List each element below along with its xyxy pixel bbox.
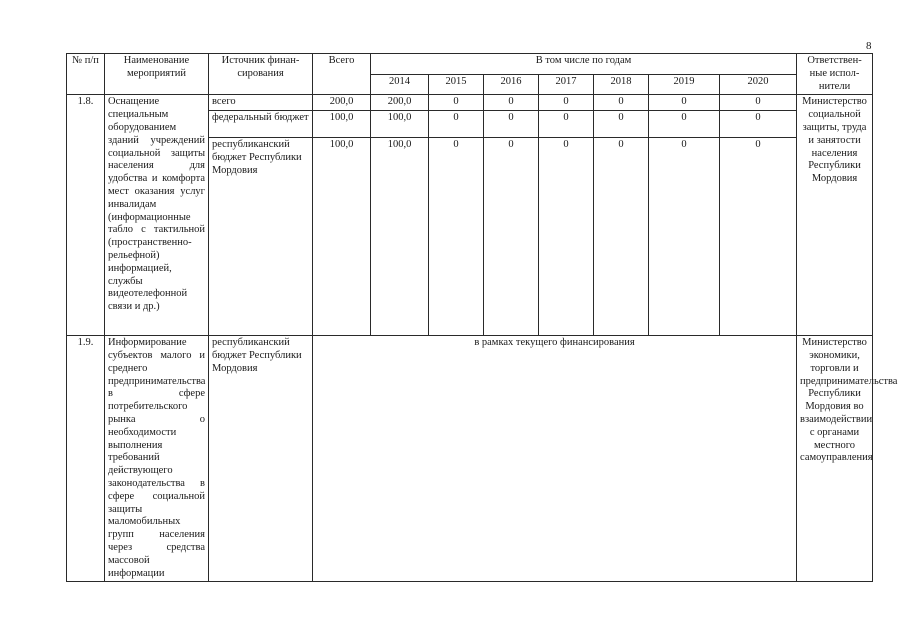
total-value: 200,0 (313, 95, 371, 111)
year-value: 0 (594, 95, 649, 111)
funding-source: республиканский бюджет Республики Мордовия (209, 138, 313, 336)
header-year: 2016 (484, 74, 539, 95)
year-value: 0 (484, 138, 539, 336)
activity-name: Оснащение специальным оборудованием зданий учреждений социальной защиты населения для удобства и комфорта мест оказания услуг инвалидам (информационные табло с тактильной (пространственно-рельефной) информацией, службы видеотелефонной связи и др.) (105, 95, 209, 336)
year-value: 100,0 (371, 138, 429, 336)
funding-source: всего (209, 95, 313, 111)
year-value: 0 (720, 138, 797, 336)
page-number: 8 (866, 40, 872, 52)
responsible-executor: Министерство социальной защиты, труда и занятости населения Республики Мордовия (797, 95, 873, 336)
year-value: 0 (429, 111, 484, 138)
year-value: 0 (484, 111, 539, 138)
header-year: 2020 (720, 74, 797, 95)
year-value: 0 (649, 95, 720, 111)
total-value: 100,0 (313, 111, 371, 138)
total-value: 100,0 (313, 138, 371, 336)
header-year: 2014 (371, 74, 429, 95)
header-responsible: Ответствен-ные испол-нители (797, 54, 873, 95)
table-row (67, 336, 873, 582)
activity-name: Информирование субъектов малого и среднего предпринимательства в сфере потребительского рынка о необходимости выполнения требований действующего законодательства в сфере социальной защиты маломобильных групп населения через средства массовой информации (105, 336, 209, 582)
funding-source: федеральный бюджет (209, 111, 313, 138)
year-value: 0 (720, 95, 797, 111)
year-value: 0 (484, 95, 539, 111)
year-value: 0 (539, 111, 594, 138)
year-value: 0 (594, 111, 649, 138)
year-value: 0 (429, 138, 484, 336)
row-number: 1.8. (67, 95, 105, 336)
year-value: 100,0 (371, 111, 429, 138)
program-activities-table (66, 53, 898, 582)
header-by-years: В том числе по годам (371, 54, 797, 75)
header-source: Источник финан-сирования (209, 54, 313, 95)
header-year: 2017 (539, 74, 594, 95)
header-total: Всего (313, 54, 371, 95)
table-row (67, 95, 873, 111)
header-year: 2015 (429, 74, 484, 95)
header-year: 2019 (649, 74, 720, 95)
year-value: 0 (649, 138, 720, 336)
responsible-executor: Министерство экономики, торговли и предпринимательства Республики Мордовия во взаимодействии с органами местного самоуправления (797, 336, 873, 582)
header-row-1 (67, 54, 873, 75)
year-value: 0 (429, 95, 484, 111)
header-year: 2018 (594, 74, 649, 95)
funding-note: в рамках текущего финансирования (313, 336, 797, 582)
header-no: № п/п (67, 54, 105, 95)
year-value: 0 (720, 111, 797, 138)
year-value: 200,0 (371, 95, 429, 111)
funding-source: республиканский бюджет Республики Мордовия (209, 336, 313, 582)
year-value: 0 (649, 111, 720, 138)
row-number: 1.9. (67, 336, 105, 582)
year-value: 0 (539, 95, 594, 111)
year-value: 0 (594, 138, 649, 336)
header-name: Наименование мероприятий (105, 54, 209, 95)
year-value: 0 (539, 138, 594, 336)
